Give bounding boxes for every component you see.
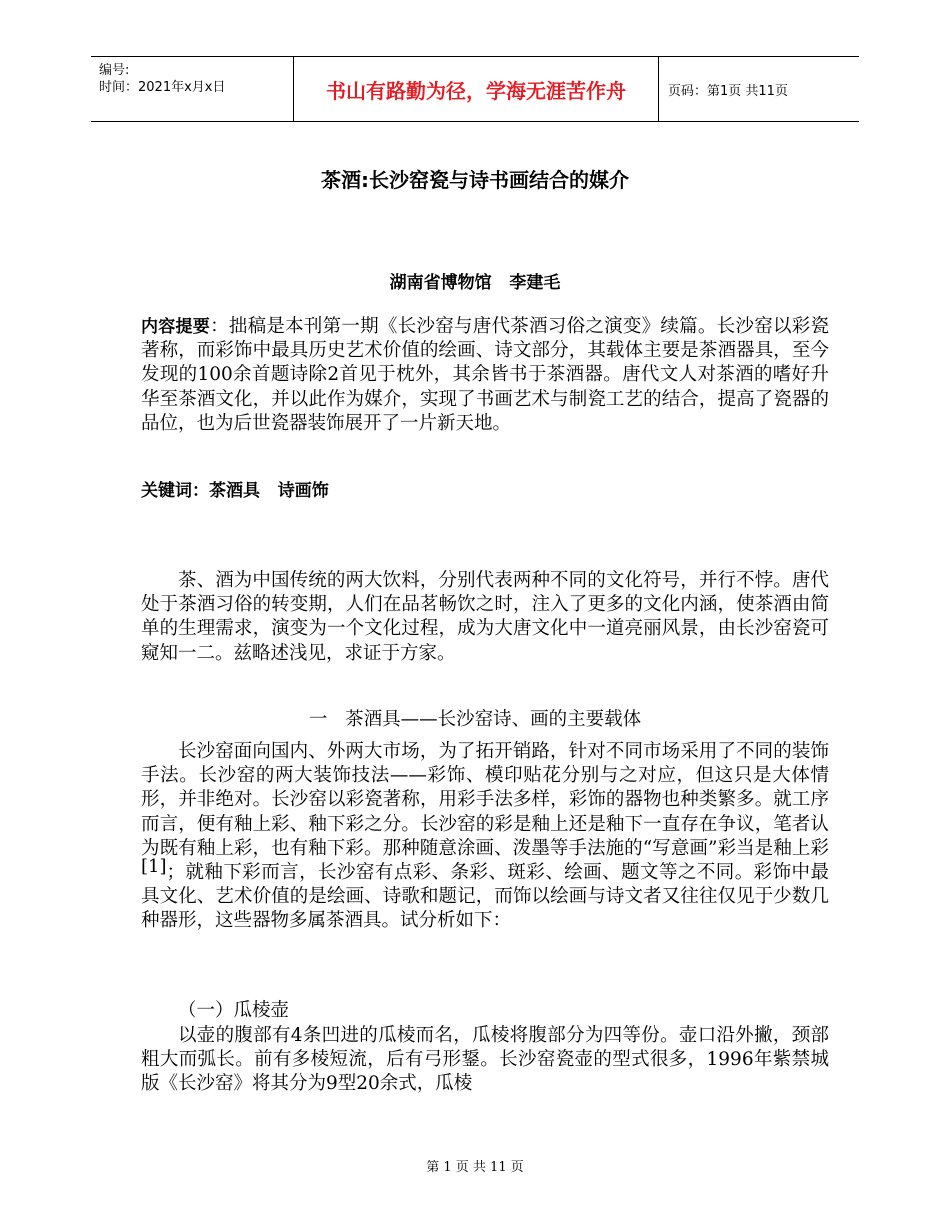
body-paragraph — [141, 740, 829, 934]
header-meta — [91, 57, 294, 122]
body-paragraph-2: 以壶的腹部有4条凹进的瓜棱而名，瓜棱将腹部分为四等份。壶口沿外撇，颈部粗大而弧长。前有多棱短流，后有弓形鋬。长沙窑瓷壶的型式很多，1996年紫禁城版《长沙窑》将其分为9型20余式，瓜棱 — [141, 1025, 829, 1095]
header-page-info: 页码：第1页 共11页 — [659, 57, 860, 122]
abstract-text: ：拙稿是本刊第一期《长沙窑与唐代茶酒习俗之演变》续篇。长沙窑以彩瓷著称，而彩饰中最具历史艺术价值的绘画、诗文部分，其载体主要是茶酒器具，至今发现的100余首题诗除2首见于枕外，其余皆书于茶酒器。唐代文人对茶酒的嗜好升华至茶酒文化，并以此作为媒介，实现了书画艺术与制瓷工艺的结合，提高了瓷器的品位，也为后世瓷器装饰展开了一片新天地。 — [141, 316, 829, 434]
paragraph-text-continued: ；就釉下彩而言，长沙窑有点彩、条彩、斑彩、绘画、题文等之不同。彩饰中最具文化、艺术价值的是绘画、诗歌和题记，而饰以绘画与诗文者又往往仅见于少数几种器形，这些器物多属茶酒具。试分析如下： — [141, 862, 829, 932]
header-motto: 书山有路勤为径，学海无涯苦作舟 — [294, 57, 659, 122]
paragraph-text: 长沙窑面向国内、外两大市场，为了拓开销路，针对不同市场采用了不同的装饰手法。长沙窑的两大装饰技法——彩饰、模印贴花分别与之对应，但这只是大体情形，并非绝对。长沙窑以彩瓷著称，用彩手法多样，彩饰的器物也种类繁多。就工序而言，便有釉上彩、釉下彩之分。长沙窑的彩是釉上还是釉下一直存在争议，笔者认为既有釉上彩，也有釉下彩。那种随意涂画、泼墨等手法施的“写意画”彩当是釉上彩 — [141, 741, 829, 859]
abstract-paragraph — [141, 315, 829, 436]
page-footer: 第 1 页 共 11 页 — [426, 1160, 524, 1175]
keywords-line: 关键词：茶酒具 诗画饰 — [141, 481, 329, 501]
page-header — [91, 56, 859, 122]
article-author: 湖南省博物馆 李建毛 — [389, 273, 561, 293]
subsection-heading: （一）瓜棱壶 — [178, 1000, 290, 1021]
article-title: 茶酒:长沙窑瓷与诗书画结合的媒介 — [321, 168, 629, 192]
document-number-label: 编号: — [99, 63, 130, 78]
abstract-label: 内容提要 — [141, 317, 211, 337]
footnote-reference[interactable]: [1] — [141, 856, 167, 878]
document-time-label: 时间：2021年x月x日 — [99, 80, 226, 95]
section-heading: 一 茶酒具——长沙窑诗、画的主要载体 — [308, 709, 642, 730]
intro-paragraph: 茶、酒为中国传统的两大饮料，分别代表两种不同的文化符号，并行不悖。唐代处于茶酒习俗的转变期，人们在品茗畅饮之时，注入了更多的文化内涵，使茶酒由简单的生理需求，演变为一个文化过程，成为大唐文化中一道亮丽风景，由长沙窑瓷可窥知一二。兹略述浅见，求证于方家。 — [141, 570, 829, 664]
